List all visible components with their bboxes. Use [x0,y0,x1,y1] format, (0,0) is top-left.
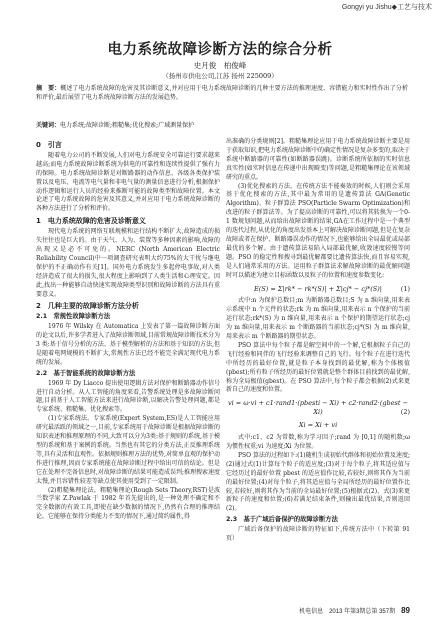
page-footer [226,606,410,615]
paragraph: 广域后备保护的故障诊断的特征如下,传统方法中（下转第 91 页） [226,526,410,543]
section-heading-2: 2 几种主要的故障诊断方法分析 [36,302,139,311]
keywords [36,121,408,130]
right-column [226,138,410,544]
equation-2 [226,399,410,417]
paragraph: (1)专家系统法。专家系统(Expert System,ES)是人工智能应用研究最活跃的领域之一,目前,专家系统用于故障诊断是根据故障诊断的知识表述和推理原理的不同,大致可以分为3类:基于规则的系统,基于模型的系统和基于案例的系统。当然也有其它的分类方法,正反推理系统等,具有灵活和直观性。依据规则推理方法的优势,对简单直观的保护动作进行推理,因而专家系统能在故障诊断过程中给出可信的结论。但是它在处理不完备信息时,对故障诊断的结果可能造成误判;推理搜索速度太慢,并且容错性较差等缺点使其使用受到了一定限制。 [36,415,220,485]
paragraph: 现代电力系统的网络互联规模和运行结构不断扩大,故障造成的损失往往也是巨大的。由于天气、人为、装置等多种因素的影响,故障的出现又是必不可免的。NERC (North American Electric Reliability Council)中一项调查研究表明大约75%的大干扰与继电保护的不正确动作有关[1]。国外电力系统发生多起停电事故,对人类经济造成了很大的损失,很大程度上影响到了人类生活和心理安定。因此,找出一种能够自动快速实现故障类型识别和故障诊断的方法具有重要意义。 [36,228,220,298]
page-number: 89 [401,606,410,615]
equation-body: Xi = Xi + vi [298,421,338,430]
paragraph: PSO 算法的过程如下:(1)随机生成初始代群体和初始位置及速度;(2)通过式(1)计算每个粒子的适应度;(3)对于每个粒子,将其适应值与它经历过的最好位置 pbest 的适应值作比较,若较好,则将其作为当前的最好位置;(4)对每个粒子,将其适应值与全局所经历的最好位置作比较,若较好,则将其作为当前的全局最好位置;(5)根据式(2)、式(3)来更新粒子的速度和位置;(6)若满足结束条件,则输出最优结果,否则返回(2)。 [226,451,410,513]
paragraph: 出准确的分类规则[2]。粗糙集理论应用于电力系统故障诊断主要是用于获取知识,把电力系统故障诊断中的确定性情况是复杂多变的,取决于系统中断路器的可靠性(如断路器误跳)。诊断系统所依据的实时信息真实性(如实时信息在传递中出现畸变)等问题,是粗糙集理论在该领域研究的重点。 [226,138,410,181]
equation-number: (1) [400,284,410,293]
paragraph: 随着电力公司的不断发展,人们对电力系统安全可靠运行要求越来越高;而电力系统故障诊断系统为供电的可靠性和连续性提供了强有力的保障。电力系统故障诊断是对断路器的动作信息、各级各类保护装置以及电压、电流等电气量和非电气量的测量信息进行分析,根据保护动作逻辑和运行人员的经验来推断可能的故障类型和故障位置。本文论述了电力系统故障的危害及其意义,并对应用于电力系统故障诊断的各种方法进行了分析和评价。 [36,151,220,213]
paper-affiliation: （扬州市供电公司,江苏 扬州 225009） [162,72,278,80]
paper-authors: 史月俊 柏俊峰 [193,61,247,70]
equation-body: vi = ω·vi + c1·rand1·(pbesti − Xi) + c2·rand2·(gbest − Xi) [227,399,409,417]
equation-3 [226,421,410,430]
paragraph: PSO 算法中每个粒子都是解空间中的一个解,它根据粒子自己的飞行经验和同伴的飞行经验来调整自己的飞行。每个粒子在进行迭代中所经历的最好位置,就是粒子本身找到的最优解,称为个体极值(pbest);所有粒子所经历的最好位置就是整个群体目前找到的最优解,称为全局极值(gbest)。在 PSO 算法中,每个粒子都会根据(2)式来更新自己的速度和位置。 [226,341,410,394]
abstract-label: 摘 要： [36,85,61,92]
running-header [0,0,440,14]
equation-number: (2) [400,408,410,417]
paragraph: 式中:c1、c2 为常数,称为学习因子;rand 为 [0,1] 的随机数;ω 为惯性权重;vi 为速度;Xi 为位置。 [226,434,410,450]
section-heading-intro: 0 引言 [36,141,62,149]
keywords-text: 电力系统;故障诊断;粗糙集;优化搜索;广域测量保护 [60,122,195,129]
paragraph: (2)粗糙集理论法。粗糙集理论(Rough Sets Theory,RST)是波兰数学家 Z.Pawlak 于 1982 年首先提出的,是一种处理不确定和不完全数据的有效工具,即使在缺少数据的情况下,仍然有合理的推理结论。它能够在保持分类能力不变的情况下,通过简约属性,得 [36,486,220,521]
paper-title: 电力系统故障诊断方法的综合分析 [107,42,333,58]
paragraph: 式中:n 为保护总数目;m 为断路器总数目;S 为 n 维向量,用来表示系统中 n 个元件的状态;rk 为 m 维向量,用来表示 n 个保护的当前运行状态;rk*(S) 为 n 维向量,用来表示 n 个保护的期望运行状态;cj 为 m 维向量,用来表示 m 个断路器的当前状态;cj*(S) 为 m 维向量,用来表示 m 个断路器的期望状态。 [226,297,410,341]
paragraph: 1969 年 Dy Liacco 提出使用逻辑方法对保护和断路器动作信号进行自动分析。从人工智能的角度来看,告警系统处理是多故障诊断问题,目前基于人工智能方法来进行故障诊断,以解决告警处理问题,都是专家系统、粗糙集、优化搜索等。 [36,379,220,414]
footer-journal: 机电信息 2013 年第3期总第 357期 [299,609,396,615]
paragraph: (3)优化搜索的方法。在传统方法不能奏效的时候,人们则会采用基于优化搜索的方法,其中最为常用的是遗传算法 GA(Genetic Algorithm)、粒子群算法 PSO(Particle Swarm Optimization)和改进的粒子群算法等。为了提高诊断的可靠性,可以将其转换为一个0-1 数规划问题,从而给出故障诊断的结果,GA在工作过程中是一个典型的迭代过程,从优化的角度出发基本上可解决故障诊断问题,但是在复杂故障或者在保护、断路器误动作的情况下,也能够给出全局最优或局部最优的多个解。由于遗传算法易陷入局部最优解,收敛速度较慢等问题。PSO 的稳定性和搜寻到最优解都要比遗传算法快,而且容易实现,是人们通常采用的方法。运用粒子群算法求解故障诊断的最优解问题时可以描述为建立目标函数以及粒子的位置和速度参数变化: [226,182,410,279]
subsection-heading-2-2: 2.2 基于智能系统的故障诊断方法 [36,369,136,377]
left-column [36,138,220,522]
journal-section-label: Gongyi yu Jishu◆工艺与技术 [341,4,432,11]
paragraph: 1976 年 Wilsky 在 Automatica 上发表了第一篇故障诊断方面的论文以后,许多学者进入了故障诊断领域,目前常规故障诊断技术分为 3 类:基于信号分析的方法、基于模型解析的方法和基于知识的方法,但是随着电网规模的不断扩大,常规性方法已经不能完全满足现代电力系统的发展。 [36,323,220,366]
abstract [36,84,408,102]
subsection-heading-2-1: 2.1 常规性故障诊断方法 [36,313,111,321]
subsection-heading-2-3: 2.3 基于广域后备保护的故障诊断方法 [226,516,338,524]
keywords-label: 关键词： [36,122,61,129]
equation-body: E(S) = Σ|rk* − rk*(S)| + Σ|cj* − cj*(S)| [254,284,382,293]
abstract-text: 概述了电力系统故障的危害及其诊断意义,并对应用于电力系统故障诊断的几种主要方法的推理速度、容错能力和实时性作出了分析和评价,最后展望了电力系统故障诊断方法的发展趋势。 [36,85,408,101]
section-heading-1: 1 电力系统故障的危害及诊断意义 [36,217,146,226]
equation-1 [226,285,410,294]
